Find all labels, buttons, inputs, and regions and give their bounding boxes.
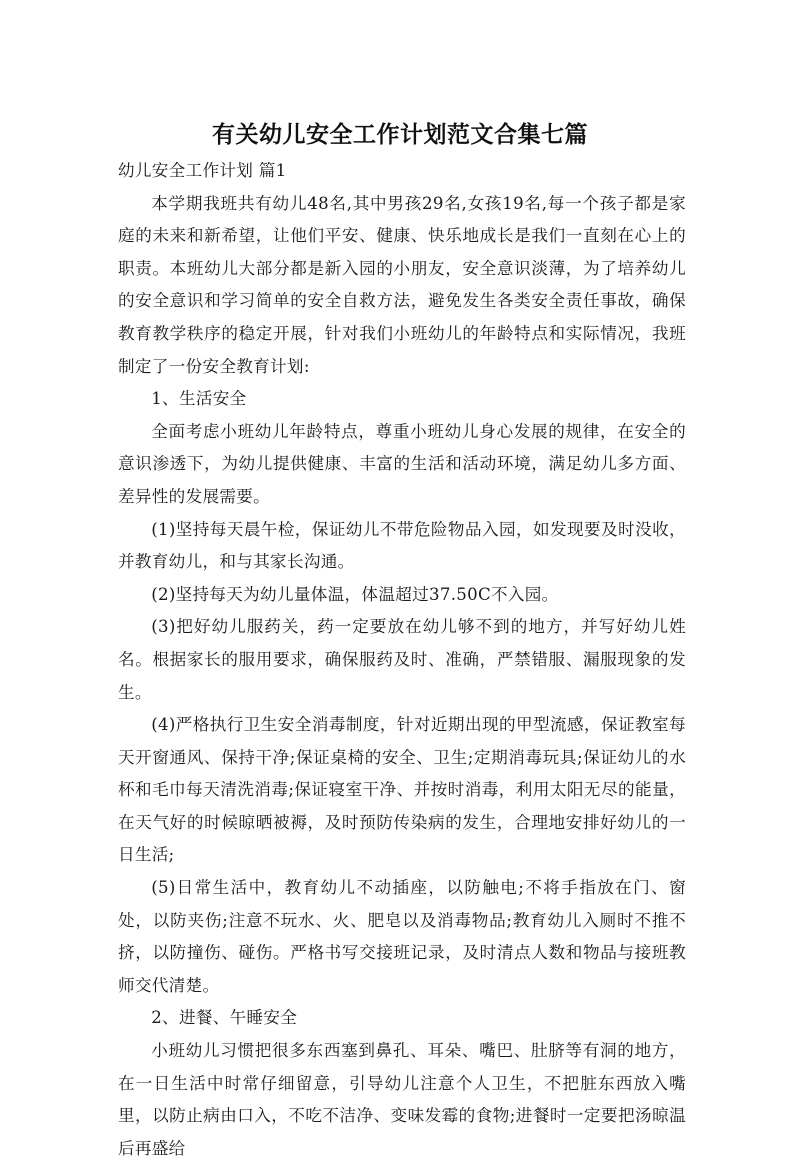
section-heading: 幼儿安全工作计划 篇1	[118, 161, 287, 180]
paragraph: (4)严格执行卫生安全消毒制度，针对近期出现的甲型流感，保证教室每天开窗通风、保持干净;保证桌椅的安全、卫生;定期消毒玩具;保证幼儿的水杯和毛巾每天清洗消毒;保证寝室干净、并按时消毒，利用太阳无尽的能量，在天气好的时候晾晒被褥，及时预防传染病的发生，合理地安排好幼儿的一日生活;	[118, 715, 686, 865]
paragraph: 2、进餐、午睡安全	[151, 1008, 298, 1028]
document-title: 有关幼儿安全工作计划范文合集七篇	[212, 122, 588, 148]
paragraph: 1、生活安全	[151, 389, 247, 409]
paragraph: 全面考虑小班幼儿年龄特点，尊重小班幼儿身心发展的规律，在安全的意识渗透下，为幼儿提供健康、丰富的生活和活动环境，满足幼儿多方面、差异性的发展需要。	[118, 421, 686, 506]
paragraph: (3)把好幼儿服药关，药一定要放在幼儿够不到的地方，并写好幼儿姓名。根据家长的服用要求，确保服药及时、准确，严禁错服、漏服现象的发生。	[118, 617, 686, 702]
paragraph: (1)坚持每天晨午检，保证幼儿不带危险物品入园，如发现要及时没收，并教育幼儿，和与其家长沟通。	[118, 519, 686, 572]
paragraph: (2)坚持每天为幼儿量体温，体温超过37.50C不入园。	[151, 584, 559, 604]
document-body	[118, 155, 686, 1165]
paragraph: (5)日常生活中，教育幼儿不动插座，以防触电;不将手指放在门、窗处，以防夹伤;注意不玩水、火、肥皂以及消毒物品;教育幼儿入厕时不推不挤，以防撞伤、碰伤。严格书写交接班记录，及时清点人数和物品与接班教师交代清楚。	[118, 878, 686, 995]
paragraph: 小班幼儿习惯把很多东西塞到鼻孔、耳朵、嘴巴、肚脐等有洞的地方，在一日生活中时常仔细留意，引导幼儿注意个人卫生，不把脏东西放入嘴里，以防止病由口入，不吃不洁净、变味发霉的食物;进餐时一定要把汤晾温后再盛给	[118, 1041, 686, 1158]
paragraph: 本学期我班共有幼儿48名,其中男孩29名,女孩19名,每一个孩子都是家庭的未来和新希望，让他们平安、健康、快乐地成长是我们一直刻在心上的职责。本班幼儿大部分都是新入园的小朋友，安全意识淡薄，为了培养幼儿的安全意识和学习简单的安全自救方法，避免发生各类安全责任事故，确保教育教学秩序的稳定开展，针对我们小班幼儿的年龄特点和实际情况，我班制定了一份安全教育计划:	[118, 193, 686, 376]
